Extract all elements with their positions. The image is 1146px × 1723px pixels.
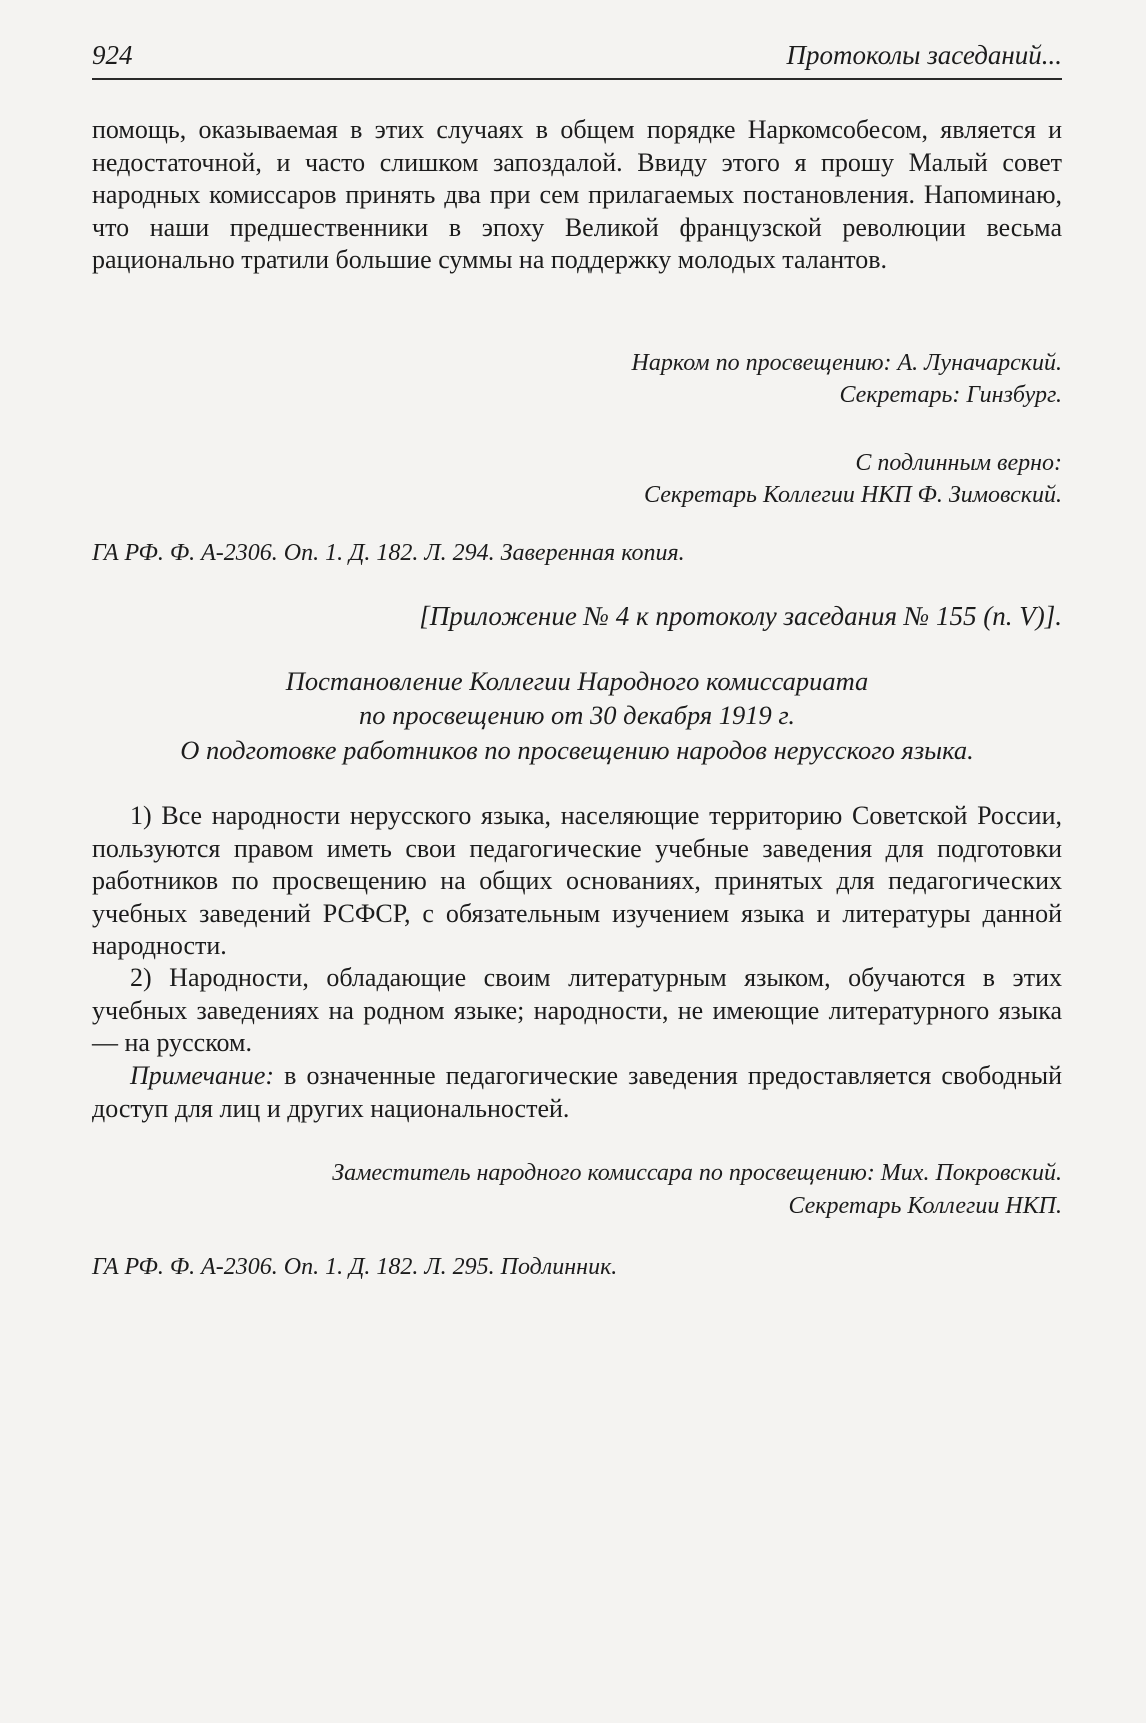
archive-reference-original: ГА РФ. Ф. А-2306. Оп. 1. Д. 182. Л. 295. Подлинник.: [92, 1254, 618, 1280]
resolution-title-line-1: Постановление Коллегии Народного комиссариата: [285, 666, 869, 696]
deputy-signature: Заместитель народного комиссара по просвещению: Мих. Покровский.: [332, 1160, 1062, 1186]
collegium-secretary: Секретарь Коллегии НКП.: [788, 1193, 1062, 1219]
certification-line: С подлинным верно:: [855, 450, 1062, 476]
point-1: 1) Все народности нерусского языка, населяющие территорию Советской России, пользуются правом иметь свои педагогические учебные заведения для подготовки работников по просвещению на общих основаниях, принятых для педагогических учебных заведений РСФСР, с обязательным изучением языка и литературы данной народности.: [92, 801, 1062, 960]
intro-paragraph: помощь, оказываемая в этих случаях в общем порядке Наркомсобесом, является и недостаточной, и часто слишком запоздалой. Ввиду этого я прошу Малый совет народных комиссаров принять два при сем прилагаемых постановления. Напоминаю, что наши предшественники в эпоху Великой французской революции весьма рационально тратили большие суммы на поддержку молодых талантов.: [92, 115, 1062, 274]
page-header: [92, 38, 1062, 80]
archive-reference: ГА РФ. Ф. А-2306. Оп. 1. Д. 182. Л. 294. Заверенная копия.: [92, 540, 685, 566]
running-title: Протоколы заседаний...: [786, 40, 1062, 70]
narkom-signature: Нарком по просвещению: А. Луначарский.: [631, 350, 1062, 376]
note-paragraph: [92, 1060, 1062, 1125]
point-2: 2) Народности, обладающие своим литературным языком, обучаются в этих учебных заведениях на родном языке; народности, не имеющие литературного языка — на русском.: [92, 963, 1062, 1057]
certification-secretary: Секретарь Коллегии НКП Ф. Зимовский.: [644, 482, 1062, 508]
resolution-subject: О подготовке работников по просвещению народов нерусского языка.: [180, 735, 974, 765]
note-text: в означенные педагогические заведения предоставляется свободный доступ для лиц и других национальностей.: [92, 1061, 1062, 1123]
resolution-title-line-2: по просвещению от 30 декабря 1919 г.: [358, 700, 796, 730]
note-label: Примечание:: [130, 1061, 275, 1090]
page-number: 924: [92, 40, 133, 70]
secretary-signature: Секретарь: Гинзбург.: [839, 382, 1062, 408]
appendix-title: [Приложение № 4 к протоколу заседания № 155 (п. V)].: [419, 601, 1062, 631]
